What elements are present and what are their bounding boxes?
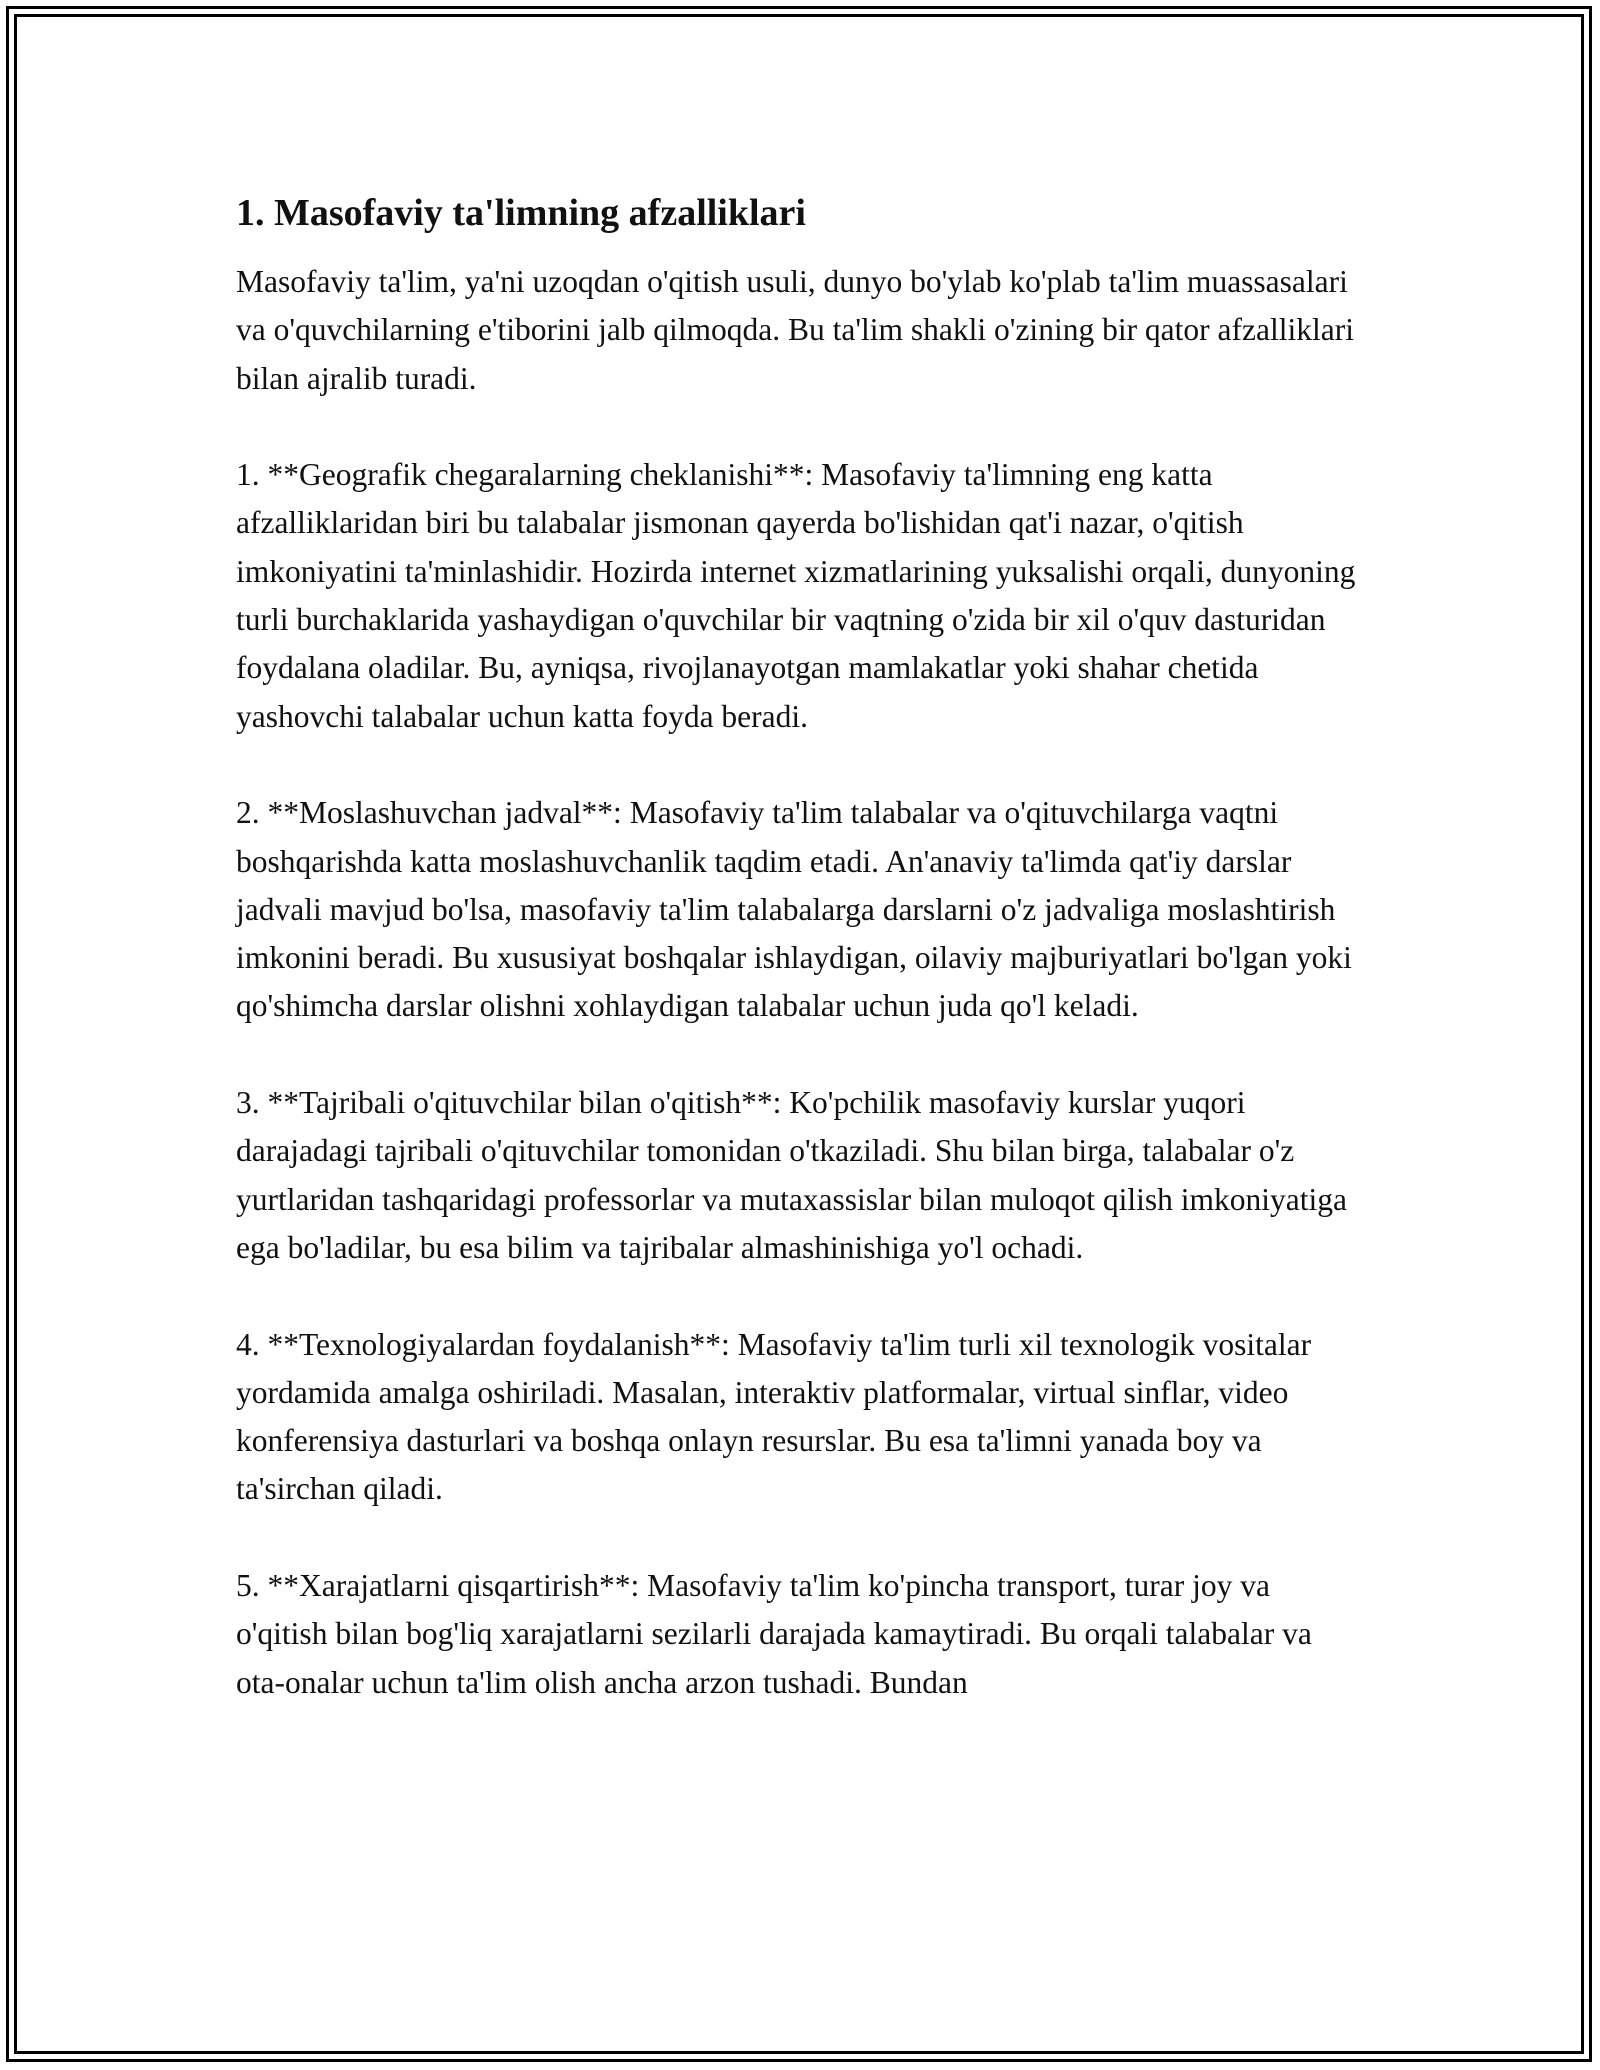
list-item-experienced-teachers: 3. **Tajribali o'qituvchilar bilan o'qitish**: Ko'pchilik masofaviy kurslar yuqori darajadagi tajribali o'qituvchilar tomonidan o'tkaziladi. Shu bilan birga, talabalar o'z yurtlaridan tashqaridagi professorlar va mutaxassislar bilan muloqot qilish imkoniyatiga ega bo'ladilar, bu esa bilim va tajribalar almashinishiga yo'l ochadi. [236, 1085, 1348, 1265]
list-item-technology: 4. **Texnologiyalardan foydalanish**: Masofaviy ta'lim turli xil texnologik vositalar yordamida amalga oshiriladi. Masalan, interaktiv platformalar, virtual sinflar, video konferensiya dasturlari va boshqa onlayn resurslar. Bu esa ta'limni yanada boy va ta'sirchan qiladi. [236, 1326, 1312, 1507]
list-item-flexible-schedule: 2. **Moslashuvchan jadval**: Masofaviy ta'lim talabalar va o'qituvchilarga vaqtni boshqarishda katta moslashuvchanlik taqdim etadi. An'anaviy ta'limda qat'iy darslar jadvali mavjud bo'lsa, masofaviy ta'lim talabalarga darslarni o'z jadvaliga moslashtirish imkonini beradi. Bu xususiyat boshqalar ishlaydigan, oilaviy majburiyatlari bo'lgan yoki qo'shimcha darslar olishni xohlaydigan talabalar uchun juda qo'l keladi. [236, 795, 1352, 1024]
intro-paragraph: Masofaviy ta'lim, ya'ni uzoqdan o'qitish usuli, dunyo bo'ylab ko'plab ta'lim muassasalari va o'quvchilarning e'tiborini jalb qilmoqda. Bu ta'lim shakli o'zining bir qator afzalliklari bilan ajralib turadi. [236, 264, 1354, 396]
document-body [236, 188, 1366, 1755]
list-item-cost-reduction: 5. **Xarajatlarni qisqartirish**: Masofaviy ta'lim ko'pincha transport, turar joy va o'qitish bilan bog'liq xarajatlarni sezilarli darajada kamaytiradi. Bu orqali talabalar va ota-onalar uchun ta'lim olish ancha arzon tushadi. Bundan [236, 1568, 1312, 1700]
list-item-geography: 1. **Geografik chegaralarning cheklanishi**: Masofaviy ta'limning eng katta afzalliklaridan biri bu talabalar jismonan qayerda bo'lishidan qat'i nazar, o'qitish imkoniyatini ta'minlashidir. Hozirda internet xizmatlarining yuksalishi orqali, dunyoning turli burchaklarida yashaydigan o'quvchilar bir vaqtning o'zida bir xil o'quv dasturidan foydalana oladilar. Bu, ayniqsa, rivojlanayotgan mamlakatlar yoki shahar chetida yashovchi talabalar uchun katta foyda beradi. [236, 457, 1356, 734]
section-heading: 1. Masofaviy ta'limning afzalliklari [236, 192, 806, 234]
